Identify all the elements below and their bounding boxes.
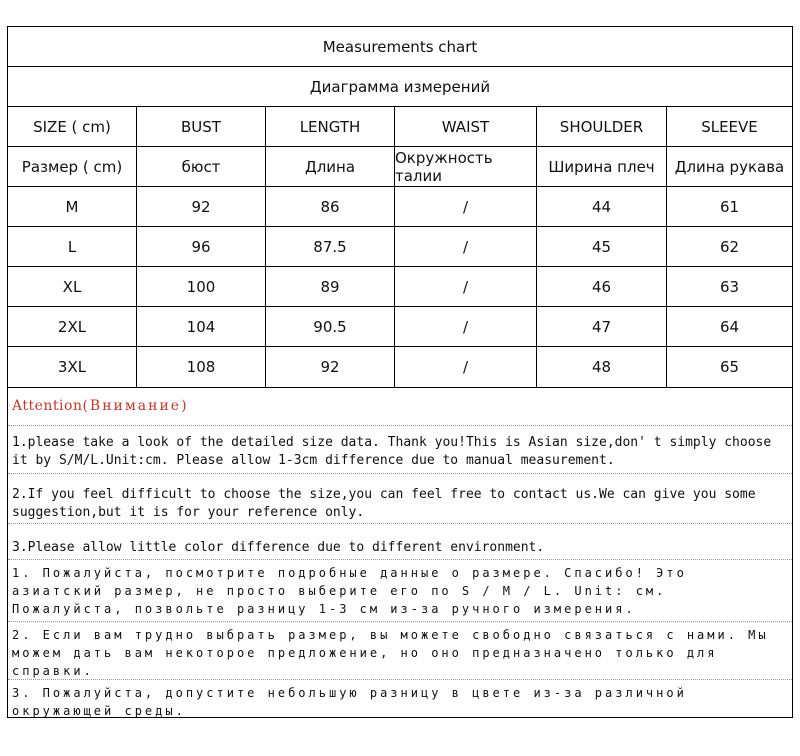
note-en-3: 3.Please allow little color difference due to different environment. <box>8 538 792 560</box>
note-ru-3: 3. Пожалуйста, допустите небольшую разницу в цвете из-за различной окружающей среды. <box>12 686 687 718</box>
sleeve-cell: 65 <box>719 358 740 376</box>
shoulder-cell: 44 <box>537 187 667 226</box>
waist-cell: / <box>395 307 537 346</box>
note-en-2: 2.If you feel difficult to choose the size,you can feel free to contact us.We can give you some suggestion,but it is for your reference only. <box>8 484 792 524</box>
header-length-ru: Длина <box>266 147 395 186</box>
bust-cell: 96 <box>137 227 266 266</box>
length-cell: 86 <box>266 187 395 226</box>
shoulder-cell: 47 <box>537 307 667 346</box>
sleeve-cell: 63 <box>719 277 740 296</box>
table-row <box>8 347 792 387</box>
sleeve-cell: 61 <box>719 197 740 216</box>
shoulder-cell: 48 <box>537 347 667 387</box>
header-sleeve: SLEEVE <box>701 117 758 136</box>
sleeve-cell: 64 <box>719 317 740 336</box>
size-cell: M <box>8 187 137 226</box>
table-row <box>8 267 792 307</box>
header-shoulder-ru: Ширина плеч <box>537 147 667 186</box>
attention-label-en: Attention <box>12 398 83 414</box>
header-row-en <box>8 107 792 147</box>
header-bust-ru: бюст <box>137 147 266 186</box>
header-bust: BUST <box>137 107 266 146</box>
length-cell: 92 <box>266 347 395 387</box>
bust-cell: 92 <box>137 187 266 226</box>
table-row <box>8 227 792 267</box>
waist-cell: / <box>395 267 537 306</box>
size-cell: L <box>8 227 137 266</box>
table-row <box>8 187 792 227</box>
length-cell: 87.5 <box>266 227 395 266</box>
waist-cell: / <box>395 347 537 387</box>
shoulder-cell: 46 <box>537 267 667 306</box>
bust-cell: 100 <box>137 267 266 306</box>
header-length: LENGTH <box>266 107 395 146</box>
bust-cell: 104 <box>137 307 266 346</box>
waist-cell: / <box>395 227 537 266</box>
notes-section <box>7 386 793 718</box>
length-cell: 90.5 <box>266 307 395 346</box>
note-en-1: 1.please take a look of the detailed size data. Thank you!This is Asian size,don' t simply choose it by S/M/L.Unit:cm. Please allow 1-3cm difference due to manual measurement. <box>8 432 792 474</box>
header-sleeve-ru: Длина рукава <box>674 157 785 176</box>
table-title-en: Measurements chart <box>322 37 478 56</box>
shoulder-cell: 45 <box>537 227 667 266</box>
bust-cell: 108 <box>137 347 266 387</box>
header-size-ru: Размер ( cm) <box>8 147 137 186</box>
size-cell: 3XL <box>8 347 137 387</box>
sleeve-cell: 62 <box>719 237 740 256</box>
title-row-en <box>8 27 792 67</box>
note-ru-2: 2. Если вам трудно выбрать размер, вы можете свободно связаться с нами. Мы можем дать вам некоторое предложение, но оно предназначено только для справки. <box>8 624 792 680</box>
header-waist: WAIST <box>395 107 537 146</box>
attention-label-ru: (Внимание) <box>82 398 189 414</box>
waist-cell: / <box>395 187 537 226</box>
size-cell: XL <box>8 267 137 306</box>
table-row <box>8 307 792 347</box>
attention-heading <box>8 392 792 426</box>
note-ru-1: 1. Пожалуйста, посмотрите подробные данные о размере. Спасибо! Это азиатский размер, не просто выберите его по S / M / L. Unit: см. Пожалуйста, позвольте разницу 1-3 см из-за ручного измерения. <box>8 564 792 622</box>
header-row-ru <box>8 147 792 187</box>
size-cell: 2XL <box>8 307 137 346</box>
table-title-ru: Диаграмма измерений <box>309 77 491 96</box>
header-waist-ru: Окружность талии <box>395 147 537 186</box>
measurements-table <box>7 26 793 388</box>
header-size: SIZE ( cm) <box>8 107 137 146</box>
header-shoulder: SHOULDER <box>537 107 667 146</box>
title-row-ru <box>8 67 792 107</box>
length-cell: 89 <box>266 267 395 306</box>
